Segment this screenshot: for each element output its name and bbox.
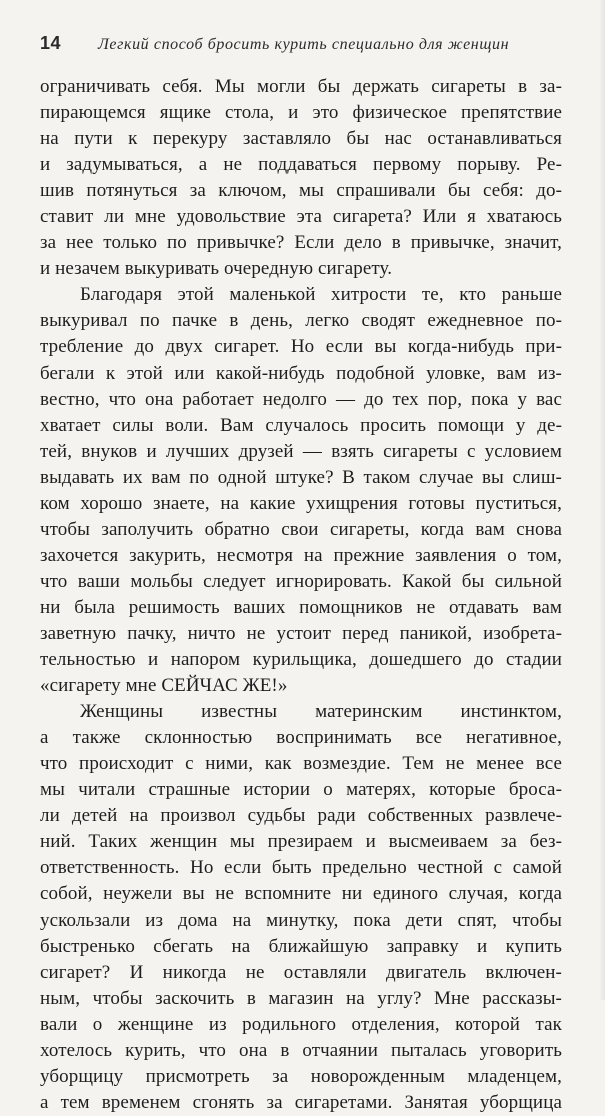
text-line: выкуривал по пачке в день, легко сводят ежедневное по-: [40, 310, 562, 332]
paragraph-continued: [40, 74, 562, 282]
text-line: ограничивать себя. Мы могли бы держать сигареты в за-: [40, 76, 562, 97]
paragraph-trick: [40, 282, 562, 699]
page-number: 14: [40, 33, 62, 53]
text-line: Благодаря этой маленькой хитрости те, кто раньше: [80, 284, 562, 306]
text-line: сигарет? И никогда не оставляли двигатель включен-: [40, 961, 562, 983]
paragraph-women: [40, 699, 562, 1116]
text-line: а также склонностью воспринимать все негативное,: [40, 727, 562, 749]
text-line: Женщины известны материнским инстинктом,: [80, 701, 562, 723]
text-line: тей, внуков и лучших друзей — взять сигареты с условием: [40, 440, 562, 462]
text-line: чтобы заполучить обратно свои сигареты, когда вам снова: [40, 518, 562, 540]
text-line: ли детей на произвол судьбы ради собственных развлече-: [40, 805, 562, 827]
text-line: ответственность. Но если быть предельно честной с самой: [40, 857, 562, 879]
page-edge-shadow: [599, 0, 605, 1000]
text-line: шив потянуться за ключом, мы спрашивали бы себя: до-: [40, 180, 562, 202]
text-line: захочется закурить, несмотря на прежние заявления о том,: [40, 544, 562, 566]
text-line: что ваши мольбы следует игнорировать. Какой бы сильной: [40, 570, 562, 592]
text-line: ний. Таких женщин мы презираем и высмеиваем за без-: [40, 831, 562, 853]
text-line: ни была решимость ваших помощников не отдавать вам: [40, 596, 562, 618]
text-line: заветную пачку, ничто не устоит перед паникой, изобрета-: [40, 622, 562, 644]
text-line: быстренько сбегать на ближайшую заправку и купить: [40, 935, 562, 957]
text-line: хотелось курить, что она в отчаянии пыталась уговорить: [40, 1039, 562, 1061]
text-line: ускользали из дома на минутку, пока дети спят, чтобы: [40, 909, 562, 931]
text-line: а тем временем сгонять за сигаретами. Занятая уборщица: [40, 1091, 562, 1113]
text-line: хватает силы воли. Вам случалось просить помощи у де-: [40, 414, 562, 436]
text-line: ным, чтобы заскочить в магазин на углу? Мне рассказы-: [40, 987, 562, 1009]
text-line: пирающемся ящике стола, и это физическое препятствие: [40, 102, 562, 124]
text-line: уборщицу присмотреть за новорожденным младенцем,: [40, 1065, 562, 1087]
text-line: за нее только по привычке? Если дело в привычке, значит,: [40, 232, 562, 254]
text-line: «сигарету мне СЕЙЧАС ЖЕ!»: [40, 675, 288, 697]
running-title: Легкий способ бросить курить специально для женщин: [98, 36, 510, 53]
text-line: вали о женщине из родильного отделения, которой так: [40, 1013, 562, 1035]
text-line: мы читали страшные истории о матерях, которые броса-: [40, 779, 562, 801]
text-line: вестно, что она работает недолго — до тех пор, пока у вас: [40, 388, 562, 410]
text-line: выдавать их вам по одной штуке? В таком случае вы слиш-: [40, 466, 562, 488]
text-line: собой, неужели вы не вспомните ни единого случая, когда: [40, 883, 562, 905]
text-line: и задумываться, а не поддаваться первому порыву. Ре-: [40, 154, 562, 176]
running-header: [40, 33, 560, 57]
text-line: на пути к перекуру заставляло бы нас останавливаться: [40, 128, 562, 150]
text-line: тельностью и напором курильщика, дошедшего до стадии: [40, 649, 562, 671]
text-line: требление до двух сигарет. Но если вы когда-нибудь при-: [40, 336, 562, 358]
text-line: бегали к этой или какой-нибудь подобной уловке, вам из-: [40, 362, 562, 384]
body-text: [40, 74, 562, 1116]
text-line: что происходит с ними, как возмездие. Тем не менее все: [40, 753, 562, 775]
text-line: и незачем выкуривать очередную сигарету.: [40, 258, 393, 280]
text-line: ставит ли мне удовольствие эта сигарета? Или я хватаюсь: [40, 206, 562, 228]
text-line: ком хорошо знаете, на какие ухищрения готовы пуститься,: [40, 492, 562, 514]
